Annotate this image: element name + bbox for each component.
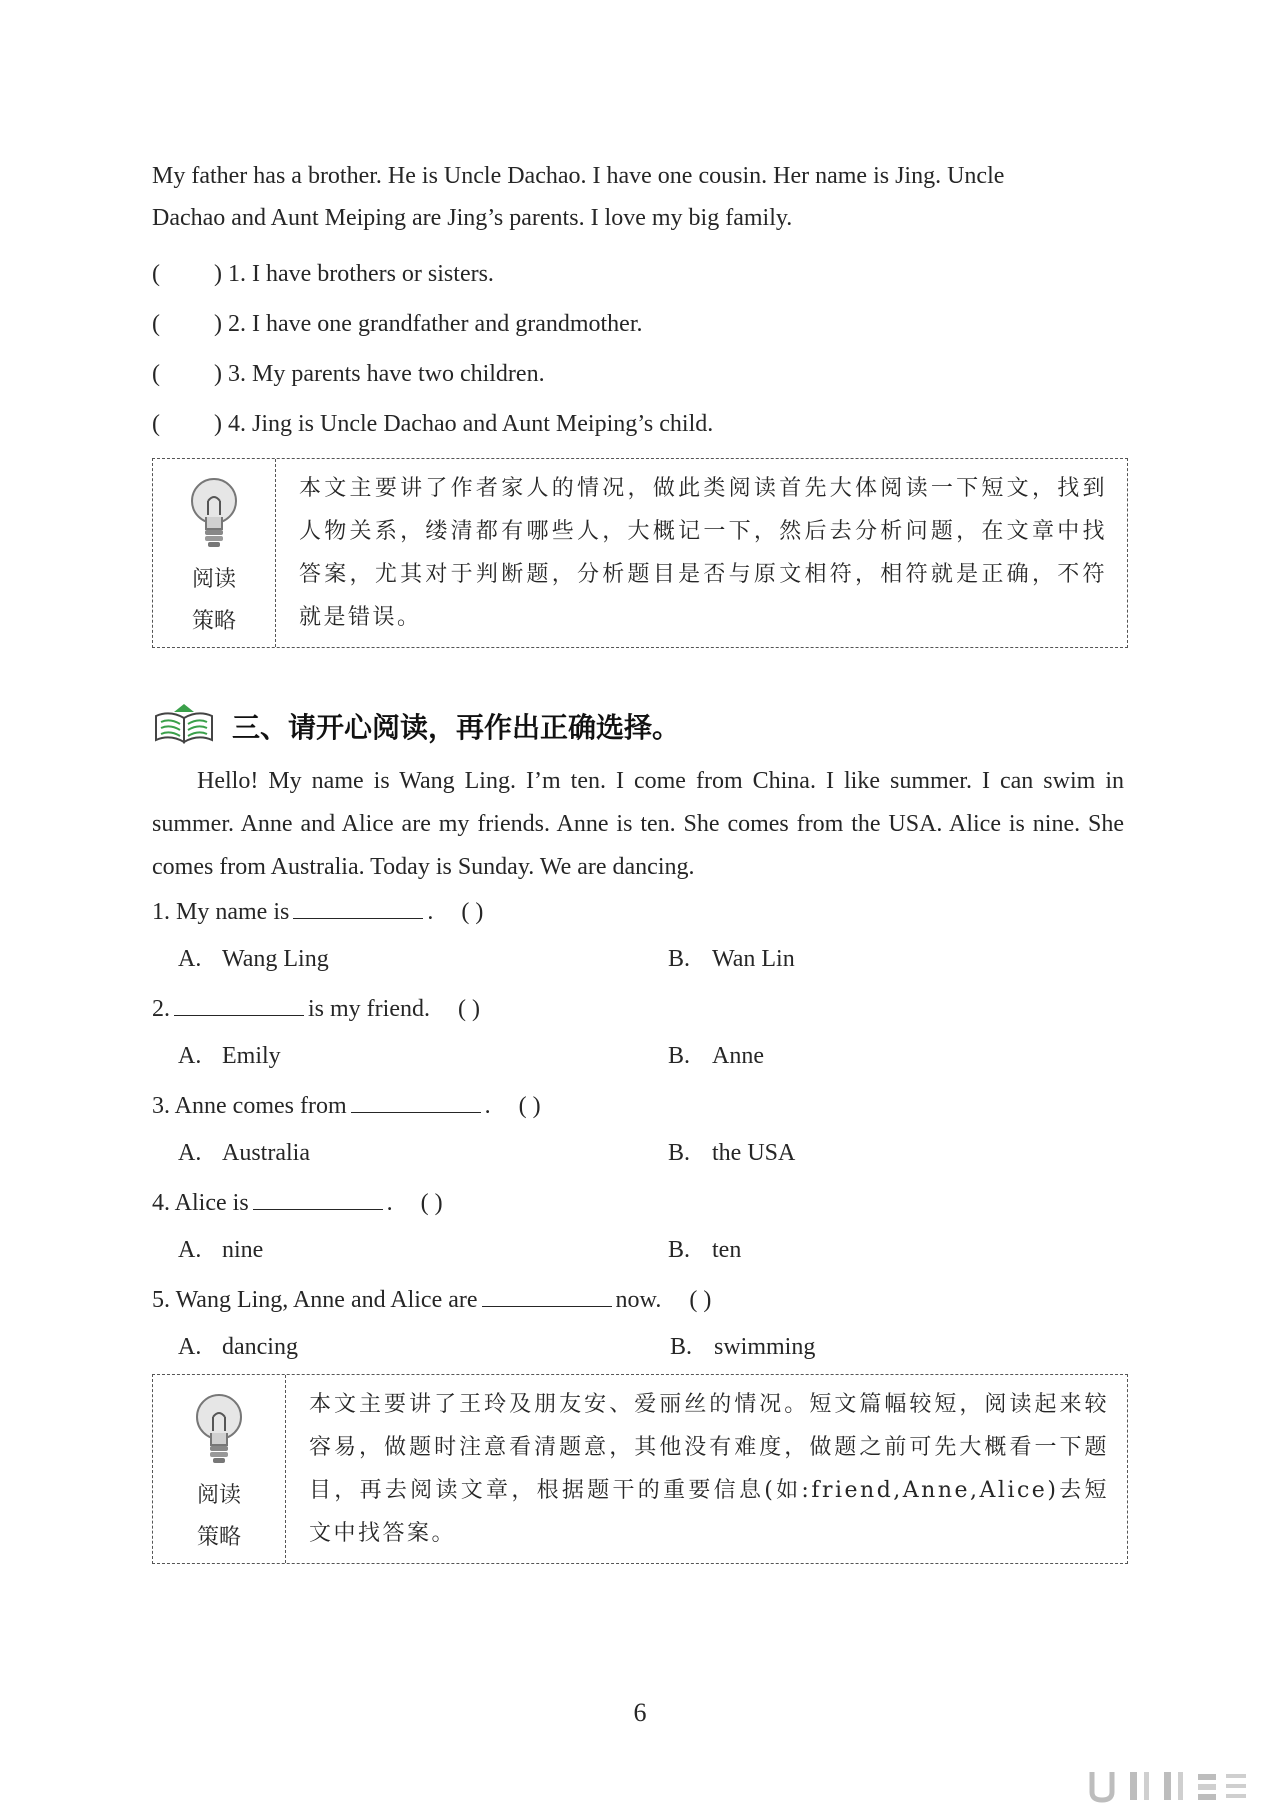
question-2: 2. is my friend. ( ) [152,993,480,1025]
section-three-heading [152,702,681,746]
option-a[interactable]: A. dancing [178,1334,298,1360]
answer-paren[interactable]: ( ) [689,1287,712,1313]
question-5: 5. Wang Ling, Anne and Alice are now. ( ) [152,1284,711,1316]
answer-paren[interactable]: ( [152,261,160,287]
answer-paren[interactable]: ( [152,311,160,337]
option-a[interactable]: A. nine [178,1237,264,1263]
answer-blank[interactable] [293,896,423,919]
option-b[interactable]: B. ten [668,1237,742,1263]
watermark-icon [1086,1766,1256,1806]
passage1-line-1: My father has a brother. He is Uncle Dachao. I have one cousin. Her name is Jing. Uncle [152,163,1005,189]
light-bulb-icon [191,1389,247,1471]
judgment-item: ( ) 2. I have one grandfather and grandmother. [152,308,643,340]
answer-blank[interactable] [253,1187,383,1210]
strategy-label-top: 阅读 [191,567,236,592]
answer-paren[interactable]: ( ) [420,1190,443,1216]
passage2-text: Hello! My name is Wang Ling. I’m ten. I come from China. I like summer. I can swim in summer. Anne and Alice are my friends. Anne is ten. She comes from the USA. Alice is nine. She comes from Australia. Today is Sunday. We are dancing. [152,768,1124,880]
reading-strategy-box [152,1374,1128,1564]
option-b[interactable]: B. the USA [668,1140,796,1166]
answer-paren[interactable]: ( ) [457,996,480,1022]
question-3: 3. Anne comes from . ( ) [152,1090,541,1122]
strategy-label-bottom: 策略 [191,609,236,634]
question-4: 4. Alice is . ( ) [152,1187,443,1219]
answer-blank[interactable] [351,1090,481,1113]
answer-paren[interactable]: ( ) [518,1093,541,1119]
strategy-icon-column [153,459,276,647]
strategy-text: 本文主要讲了王玲及朋友安、爱丽丝的情况。短文篇幅较短，阅读起来较容易，做题时注意看清题意，其他没有难度，做题之前可先大概看一下题目，再去阅读文章，根据题干的重要信息(如:friend,Anne,Alice)去短文中找答案。 [309,1392,1109,1546]
strategy-label-bottom: 策略 [196,1525,241,1550]
strategy-icon-column [153,1375,286,1563]
answer-paren[interactable]: ( [152,361,160,387]
question-1: 1. My name is . ( ) [152,896,483,928]
open-book-icon [152,702,218,746]
light-bulb-icon [186,473,242,555]
reading-strategy-box [152,458,1128,648]
option-a[interactable]: A. Wang Ling [178,946,329,972]
strategy-text: 本文主要讲了作者家人的情况，做此类阅读首先大体阅读一下短文，找到人物关系，缕清都有哪些人，大概记一下，然后去分析问题，在文章中找答案，尤其对于判断题，分析题目是否与原文相符，相符就是正确，不符就是错误。 [299,476,1107,630]
page-number: 6 [633,1698,647,1727]
section-title: 三、请开心阅读，再作出正确选择。 [232,711,681,744]
option-a[interactable]: A. Australia [178,1140,310,1166]
option-b[interactable]: B. swimming [670,1334,816,1360]
passage1-line-2: Dachao and Aunt Meiping are Jing’s parents. I love my big family. [152,205,793,231]
judgment-item: ( ) 3. My parents have two children. [152,358,545,390]
judgment-item: ( ) 1. I have brothers or sisters. [152,258,494,290]
answer-blank[interactable] [482,1284,612,1307]
option-b[interactable]: B. Wan Lin [668,946,795,972]
answer-blank[interactable] [174,993,304,1016]
answer-paren[interactable]: ( ) [461,899,484,925]
strategy-label-top: 阅读 [196,1483,241,1508]
judgment-item: ( ) 4. Jing is Uncle Dachao and Aunt Meiping’s child. [152,408,713,440]
option-b[interactable]: B. Anne [668,1043,764,1069]
option-a[interactable]: A. Emily [178,1043,281,1069]
answer-paren[interactable]: ( [152,411,160,437]
